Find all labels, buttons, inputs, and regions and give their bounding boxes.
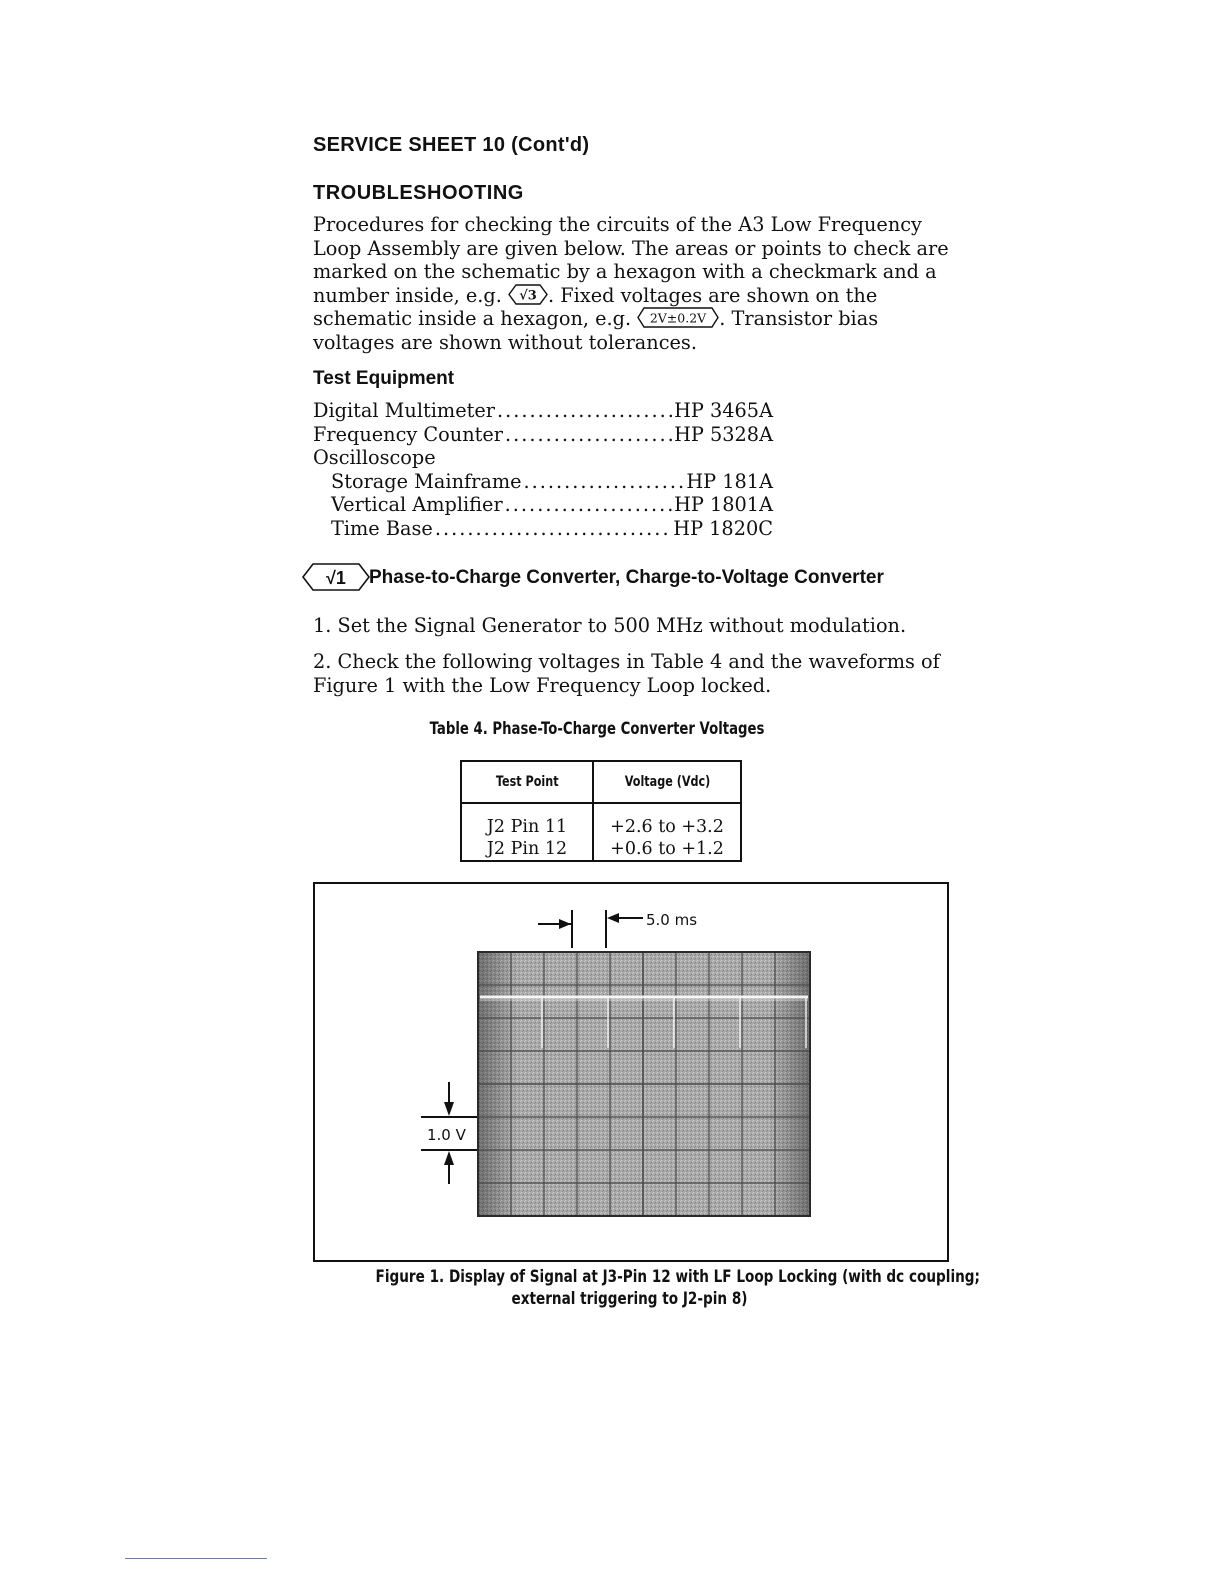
example-check-label: √3 (519, 288, 537, 304)
equipment-name: Time Base (331, 516, 433, 540)
footer-rule (125, 1558, 267, 1559)
equipment-row (313, 399, 773, 423)
voltage-table (460, 760, 742, 862)
equipment-name: Vertical Amplifier (331, 493, 503, 517)
table-body-row (461, 803, 741, 861)
procedure-step-1: 1. Set the Signal Generator to 500 MHz without modulation. (313, 614, 907, 637)
test-point: J2 Pin 12 (486, 839, 568, 859)
table-header: Test Point (461, 761, 593, 803)
step-title: Phase-to-Charge Converter, Charge-to-Voltage Converter (369, 567, 884, 588)
oscilloscope-screen (478, 952, 810, 1216)
table-header: Voltage (Vdc) (593, 761, 741, 803)
voltage-value: +0.6 to +1.2 (610, 839, 724, 859)
time-division-marker (538, 910, 697, 948)
equipment-model: HP 5328A (674, 422, 773, 446)
equipment-name: Oscilloscope (313, 446, 436, 470)
test-equipment-title: Test Equipment (313, 368, 455, 389)
equipment-model: HP 1801A (674, 493, 773, 517)
intro-text-2: . Fixed voltages are shown on the schematic inside a hexagon, e.g. (313, 283, 878, 331)
equipment-model: HP 3465A (674, 399, 773, 422)
intro-paragraph (313, 213, 953, 355)
equipment-row (313, 470, 773, 494)
equipment-row (313, 493, 773, 517)
example-voltage-label: 2V±0.2V (650, 310, 707, 326)
equipment-name: Digital Multimeter (313, 399, 495, 422)
voltage-value: +2.6 to +3.2 (610, 817, 724, 837)
figure-frame-bottom (313, 1260, 947, 1262)
step-check-label: √1 (326, 568, 346, 588)
equipment-model: HP 181A (686, 469, 773, 493)
volt-division-label: 1.0 V (427, 1126, 466, 1144)
table-title: Table 4. Phase-To-Charge Converter Voltages (429, 719, 765, 739)
equipment-row (313, 446, 773, 470)
figure-caption (300, 1266, 980, 1310)
procedure-step-2: 2. Check the following voltages in Table 4 and the waveforms of Figure 1 with the Low Frequency Loop locked. (313, 650, 940, 697)
equipment-row (313, 517, 773, 541)
table-cell-voltages (593, 803, 741, 861)
voltage-hexagon-icon (637, 307, 719, 328)
equipment-name: Storage Mainframe (331, 469, 522, 493)
table-header-row (461, 761, 741, 803)
equipment-row (313, 423, 773, 447)
figure-caption-line-2: external triggering to J2-pin 8) (511, 1289, 748, 1309)
intro-text-3: . Transistor bias voltages are shown without tolerances. (313, 307, 879, 354)
sheet-title: SERVICE SHEET 10 (Cont'd) (313, 134, 590, 156)
step-check-hexagon-icon (302, 563, 370, 596)
section-title: TROUBLESHOOTING (313, 182, 524, 204)
intro-text-1: Procedures for checking the circuits of the A3 Low Frequency Loop Assembly are given below. The areas or points to check are marked on the schematic by a hexagon with a checkmark and a number inside, e.g. (313, 213, 949, 307)
equipment-model: HP 1820C (673, 516, 773, 540)
equipment-name: Frequency Counter (313, 422, 503, 446)
figure-caption-line-1: Figure 1. Display of Signal at J3-Pin 12 with LF Loop Locking (with dc coupling; (375, 1267, 980, 1287)
table-cell-test-points (461, 803, 593, 861)
volt-division-marker (421, 1082, 477, 1184)
test-point: J2 Pin 11 (486, 817, 568, 837)
oscilloscope-figure (313, 884, 945, 1260)
check-hexagon-icon (508, 284, 548, 305)
test-equipment-list (313, 399, 773, 541)
time-division-label: 5.0 ms (646, 911, 698, 929)
